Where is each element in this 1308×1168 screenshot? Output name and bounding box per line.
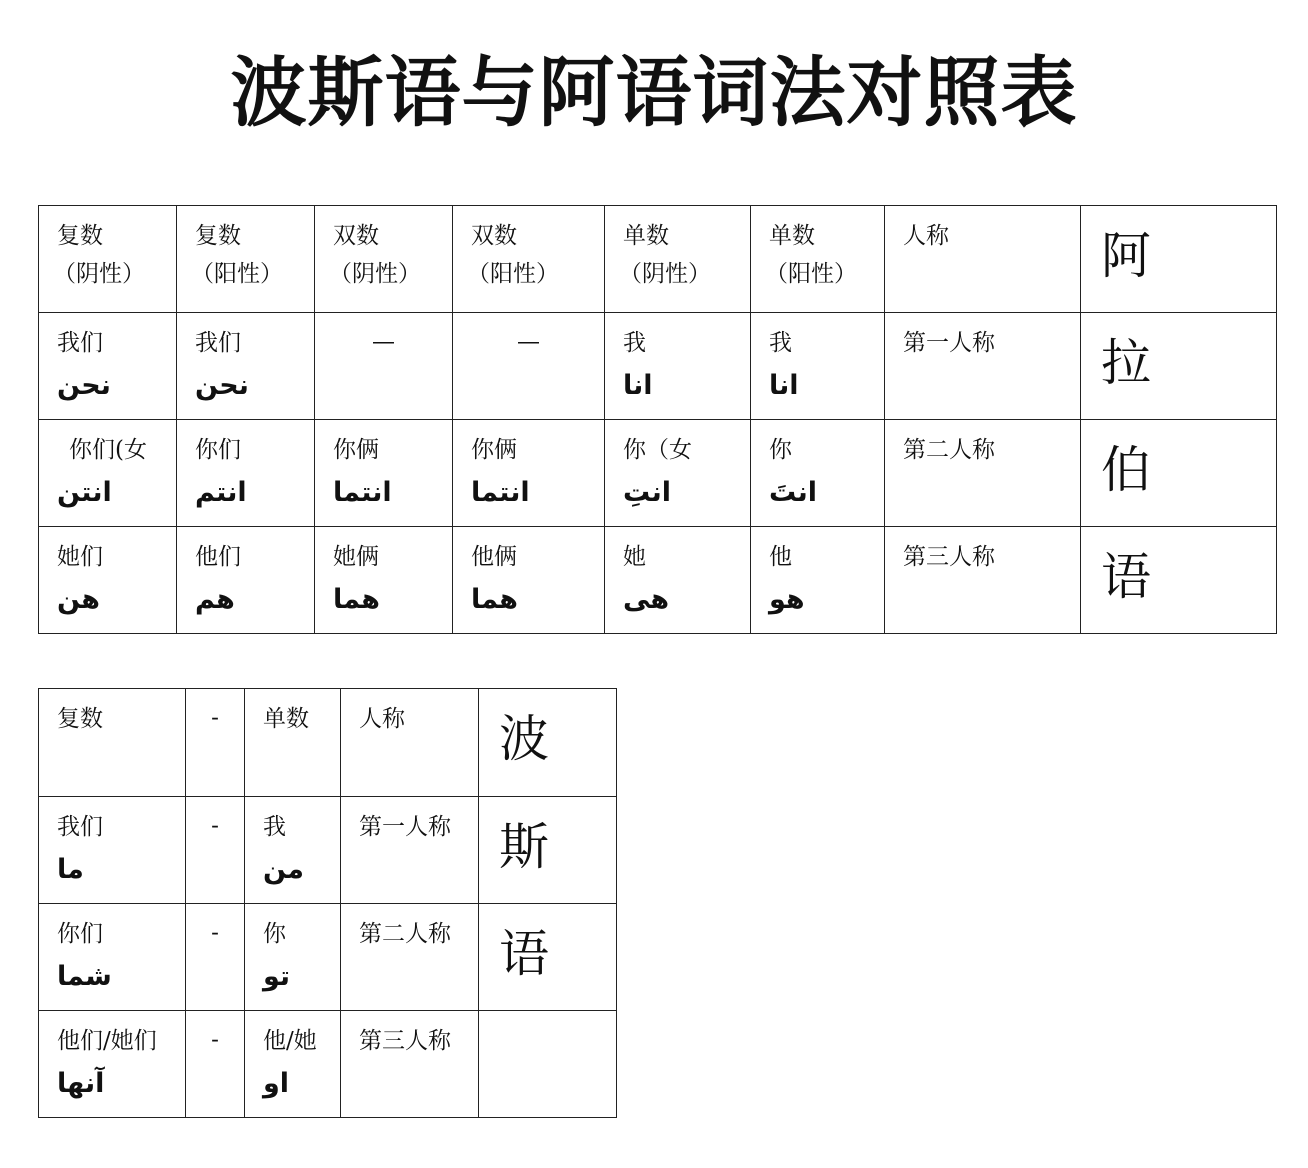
table-cell bbox=[453, 527, 605, 634]
chinese-gloss: 你 bbox=[263, 921, 286, 947]
chinese-gloss: 她们 bbox=[57, 544, 103, 570]
chinese-gloss: 你们 bbox=[57, 921, 103, 947]
table-cell bbox=[39, 420, 177, 527]
table-row bbox=[39, 420, 1277, 527]
table-cell bbox=[453, 313, 605, 420]
chinese-gloss: 他/她 bbox=[263, 1028, 317, 1054]
table-cell bbox=[39, 527, 177, 634]
table-row bbox=[39, 797, 617, 904]
table-cell bbox=[186, 1011, 245, 1118]
table-cell bbox=[245, 797, 341, 904]
chinese-gloss: 我 bbox=[769, 330, 792, 356]
arabic-word: انتم bbox=[195, 477, 247, 508]
person-label: 第二人称 bbox=[903, 437, 995, 463]
arabic-word: هن bbox=[57, 584, 101, 615]
arabic-word: هم bbox=[195, 584, 235, 615]
side-label-char: 斯 bbox=[499, 818, 549, 876]
header-sublabel: （阳性） bbox=[191, 261, 283, 287]
table-row bbox=[39, 313, 1277, 420]
arabic-pronoun-table bbox=[38, 205, 1277, 634]
empty-dash: - bbox=[211, 705, 219, 731]
header-cell bbox=[245, 689, 341, 797]
table-cell bbox=[177, 527, 315, 634]
chinese-gloss: 你（女 bbox=[623, 437, 692, 463]
persian-word: شما bbox=[57, 961, 112, 992]
header-sublabel: （阴性） bbox=[619, 261, 711, 287]
person-cell bbox=[341, 797, 479, 904]
empty-dash: — bbox=[372, 329, 395, 355]
chinese-gloss: 你俩 bbox=[333, 437, 379, 463]
header-cell bbox=[186, 689, 245, 797]
page-title: 波斯语与阿语词法对照表 bbox=[230, 48, 1078, 137]
table-cell bbox=[605, 420, 751, 527]
header-sublabel: （阴性） bbox=[53, 261, 145, 287]
arabic-word: انتِ bbox=[623, 477, 671, 508]
person-cell bbox=[885, 420, 1081, 527]
header-cell bbox=[39, 206, 177, 313]
chinese-gloss: 他们/她们 bbox=[57, 1028, 157, 1054]
table-cell bbox=[751, 527, 885, 634]
header-label: 双数 bbox=[333, 223, 379, 249]
side-label-char: 阿 bbox=[1101, 227, 1151, 285]
arabic-word: هو bbox=[769, 584, 805, 615]
header-sublabel: （阳性） bbox=[765, 261, 857, 287]
chinese-gloss: 他们 bbox=[195, 544, 241, 570]
side-label-char: 语 bbox=[499, 925, 549, 983]
persian-word: او bbox=[263, 1068, 290, 1099]
side-label-cell bbox=[1081, 420, 1277, 527]
chinese-gloss: 你俩 bbox=[471, 437, 517, 463]
table-cell bbox=[605, 527, 751, 634]
side-label-char: 波 bbox=[499, 710, 549, 768]
side-label-cell bbox=[1081, 206, 1277, 313]
header-cell bbox=[39, 689, 186, 797]
header-cell-person bbox=[885, 206, 1081, 313]
side-label-cell bbox=[479, 1011, 617, 1118]
arabic-word: انتما bbox=[471, 477, 530, 508]
chinese-gloss: 她 bbox=[623, 544, 646, 570]
table-cell bbox=[245, 904, 341, 1011]
header-sublabel: （阳性） bbox=[467, 261, 559, 287]
arabic-word: انتما bbox=[333, 477, 392, 508]
chinese-gloss: 你们(女 bbox=[69, 437, 147, 463]
arabic-word: هما bbox=[471, 584, 518, 615]
side-label-char bbox=[479, 1011, 616, 1031]
table-cell bbox=[39, 313, 177, 420]
person-label: 第二人称 bbox=[359, 921, 451, 947]
arabic-word: انتن bbox=[57, 477, 112, 508]
table-cell bbox=[186, 797, 245, 904]
empty-dash: - bbox=[211, 813, 219, 839]
arabic-word: انتَ bbox=[769, 477, 817, 508]
chinese-gloss: 你们 bbox=[195, 437, 241, 463]
header-label: 人称 bbox=[359, 706, 405, 732]
chinese-gloss: 我 bbox=[623, 330, 646, 356]
header-label: 单数 bbox=[623, 223, 669, 249]
empty-dash: — bbox=[517, 329, 540, 355]
header-cell bbox=[177, 206, 315, 313]
table-cell bbox=[315, 420, 453, 527]
side-label-cell bbox=[1081, 527, 1277, 634]
table-cell bbox=[751, 313, 885, 420]
persian-word: آنها bbox=[57, 1068, 105, 1099]
table-row bbox=[39, 527, 1277, 634]
side-label-cell bbox=[479, 904, 617, 1011]
header-cell-person bbox=[341, 689, 479, 797]
arabic-word: هما bbox=[333, 584, 380, 615]
chinese-gloss: 她俩 bbox=[333, 544, 379, 570]
side-label-cell bbox=[479, 689, 617, 797]
side-label-char: 拉 bbox=[1101, 334, 1151, 392]
header-label: 复数 bbox=[57, 223, 103, 249]
arabic-word: انا bbox=[769, 370, 799, 401]
header-label: 人称 bbox=[903, 223, 949, 249]
table-cell bbox=[453, 420, 605, 527]
table-cell bbox=[39, 1011, 186, 1118]
person-cell bbox=[341, 904, 479, 1011]
table-cell bbox=[186, 904, 245, 1011]
chinese-gloss: 他俩 bbox=[471, 544, 517, 570]
header-label: 双数 bbox=[471, 223, 517, 249]
header-cell bbox=[751, 206, 885, 313]
chinese-gloss: 他 bbox=[769, 544, 792, 570]
empty-dash: - bbox=[211, 1027, 219, 1053]
table-row bbox=[39, 904, 617, 1011]
empty-dash: - bbox=[211, 920, 219, 946]
header-cell bbox=[315, 206, 453, 313]
arabic-word: انا bbox=[623, 370, 653, 401]
table-cell bbox=[315, 527, 453, 634]
persian-word: من bbox=[263, 854, 305, 885]
side-label-cell bbox=[479, 797, 617, 904]
header-cell bbox=[605, 206, 751, 313]
header-label: 单数 bbox=[263, 706, 309, 732]
table-cell bbox=[177, 420, 315, 527]
side-label-char: 语 bbox=[1101, 548, 1151, 606]
header-label: 单数 bbox=[769, 223, 815, 249]
header-cell bbox=[453, 206, 605, 313]
table-header-row bbox=[39, 206, 1277, 313]
chinese-gloss: 我们 bbox=[57, 330, 103, 356]
table-cell bbox=[605, 313, 751, 420]
chinese-gloss: 我们 bbox=[57, 814, 103, 840]
header-label: 复数 bbox=[57, 706, 103, 732]
table-cell bbox=[315, 313, 453, 420]
side-label-cell bbox=[1081, 313, 1277, 420]
table-row bbox=[39, 1011, 617, 1118]
persian-word: تو bbox=[263, 961, 291, 992]
table-cell bbox=[245, 1011, 341, 1118]
person-label: 第一人称 bbox=[903, 330, 995, 356]
person-label: 第三人称 bbox=[359, 1028, 451, 1054]
header-label: 复数 bbox=[195, 223, 241, 249]
header-sublabel: （阴性） bbox=[329, 261, 421, 287]
table-cell bbox=[39, 797, 186, 904]
side-label-char: 伯 bbox=[1101, 441, 1151, 499]
persian-pronoun-table bbox=[38, 688, 617, 1118]
person-label: 第三人称 bbox=[903, 544, 995, 570]
arabic-word: نحن bbox=[195, 370, 249, 401]
table-cell bbox=[39, 904, 186, 1011]
table-header-row bbox=[39, 689, 617, 797]
arabic-word: نحن bbox=[57, 370, 111, 401]
persian-word: ما bbox=[57, 854, 84, 885]
arabic-word: هی bbox=[623, 584, 670, 615]
chinese-gloss: 我 bbox=[263, 814, 286, 840]
person-cell bbox=[885, 313, 1081, 420]
chinese-gloss: 我们 bbox=[195, 330, 241, 356]
person-cell bbox=[341, 1011, 479, 1118]
chinese-gloss: 你 bbox=[769, 437, 792, 463]
person-label: 第一人称 bbox=[359, 814, 451, 840]
table-cell bbox=[751, 420, 885, 527]
person-cell bbox=[885, 527, 1081, 634]
table-cell bbox=[177, 313, 315, 420]
